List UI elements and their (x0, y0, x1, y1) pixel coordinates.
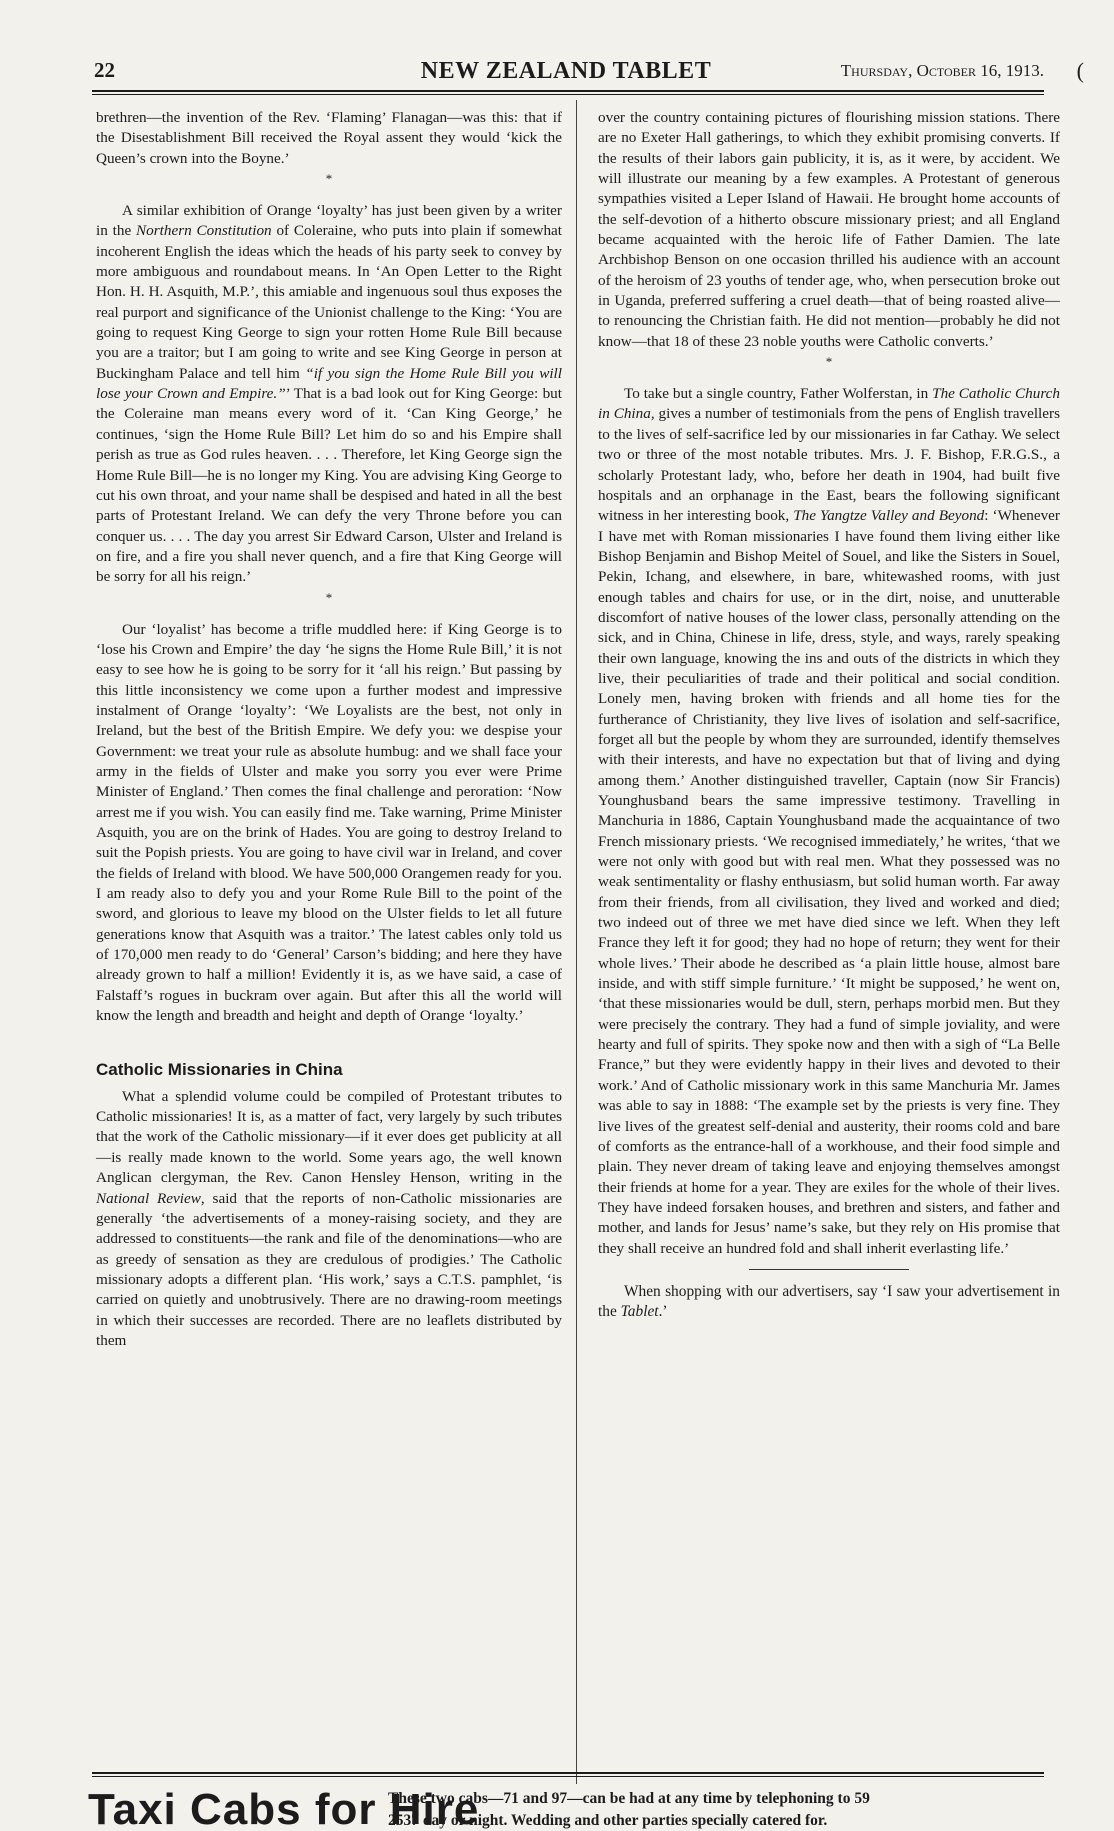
paragraph: brethren—the invention of the Rev. ‘Flaming’ Flanagan—was this: that if the Disestablishment Bill received the Royal assent they would ‘kick the Queen’s crown into the Boyne.’ (96, 109, 562, 167)
header-rule (92, 90, 1044, 92)
section-heading: Catholic Missionaries in China (96, 1060, 343, 1080)
ad-line-1: These two cabs—71 and 97—can be had at any time by telephoning to 59 (388, 1790, 870, 1807)
section-separator: * (325, 589, 333, 605)
page-header (88, 58, 1084, 84)
short-rule (749, 1269, 909, 1270)
ad-line-2: 2537 day or night. Wedding and other parties specially catered for. (388, 1812, 828, 1829)
ad-headline: Taxi Cabs for Hire (88, 1785, 480, 1831)
paragraph: What a splendid volume could be compiled of Protestant tributes to Catholic missionaries! It is, as a matter of fact, very largely by such tributes that the work of the Catholic missionary—if it ever does get publicity at all—is really made known to the world. Some years ago, the well known Anglican clergyman, the Rev. Canon Hensley Henson, writing in the National Review, said that the reports of non-Catholic missionaries are generally ‘the advertisements of a money-raising society, and they are addressed to constituents—the rank and file of the denominations—who are as greedy of sensation as they are credulous of prodigies.’ The Catholic missionary adopts a different plan. ‘His work,’ says a C.T.S. pamphlet, ‘is carried on quietly and unobtrusively. There are no drawing-room meetings in which their successes are recorded. There are no leaflets distributed by them (96, 1087, 563, 1349)
section-separator: * (825, 354, 833, 370)
section-separator: * (325, 171, 333, 187)
paragraph: To take but a single country, Father Wolferstan, in The Catholic Church in China, gives a number of testimonials from the pens of English travellers to the lives of self-sacrifice led by our missionaries in far Cathay. We select two or three of the most notable tributes. Mrs. J. F. Bishop, F.R.G.S., a scholarly Protestant lady, who, before her death in 1904, had built five hospitals and an orphanage in the East, bears the following significant witness in her interesting book, The Yangtze Valley and Beyond: ‘Whenever I have met with Roman missionaries I have found them living either like Bishop Benjamin and Bishop Meitel of Souel, and like the Sisters in Souel, Pekin, Ichang, and elsewhere, in bare, whitewashed rooms, with just enough tables and chairs for use, or in the dirt, noise, and unutterable discomfort of native houses of the lower class, personally attending on the sick, and in China, Chinese in life, dress, style, and ways, rarely speaking their own language, knowing the ins and outs of the districts in which they live, their peculiarities of trade and their political and social condition. Lonely men, having broken with friends and all home ties for the furtherance of Christianity, they live lives of isolation and self-sacrifice, forget all but the people by whom they are surrounded, identify themselves with their interests, and have no expectation but that of living and dying among them.’ Another distinguished traveller, Captain (now Sir Francis) Younghusband bears the same impressive testimony. Travelling in Manchuria in 1886, Captain Younghusband made the acquaintance of two French missionary priests. ‘We recognised immediately,’ he writes, ‘that we were not only with good but with real men. What they possessed was no weak sentimentality or flashy enthusiasm, but solid human worth. Far away from their friends, from all civilisation, they lived and worked and died; two indeed out of three we met have died since we left. When they left France they left it for good; they had no hope of return; they went for their whole lives.’ Their abode he described as ‘a plain little house, almost bare inside, and with stiff simple furniture.’ ‘It might be supposed,’ he went on, ‘that these missionaries would be dull, stern, perhaps morbid men. But they were precisely the contrary. They had a fund of simple joviality, and were hearty and full of spirits. They spoke now and then with a sigh of “La Belle France,” but they were evidently happy in their lives and devoted to their work.’ And of Catholic missionary work in this same Manchuria Mr. James was able to say in 1888: ‘The example set by the priests is very fine. They live lives of the greatest self-denial and austerity, their rooms cold and bare of comforts as the entrance-hall of a workhouse, and their food simple and plain. They never dream of taking leave and enjoying themselves amongst their friends at home for a year. They are exiles for the whole of their lives. They have indeed forsaken houses, and brethren and sisters, and father and mother, and lands for Jesus’ name’s sake, but they rely on His promise that they shall receive an hundred fold and shall inherit everlasting life.’ (598, 385, 1060, 1257)
paragraph: over the country containing pictures of flourishing mission stations. There are no Exeter Hall gatherings, to which they exhibit promising converts. If the results of their labors gain publicity, it is, as it were, by accident. We will illustrate our meaning by a few examples. A Protestant of generous sympathies visited a Leper Island of Hawaii. He brought home accounts of the self-devotion of a hitherto obscure missionary priest; and all England became acquainted with the heroic life of Father Damien. The late Archbishop Benson on one occasion thrilled his audience with an account of the heroism of 23 youths of tender age, who, when persecution broke out in Uganda, preferred suffering a cruel death—that of being roasted alive—to renouncing the Christian faith. He did not mention—probably he did not know—that 18 of these 23 noble youths were Catholic converts.’ (598, 109, 1060, 350)
column-divider (576, 100, 577, 1784)
page-number: 22 (94, 58, 115, 82)
header-rule-thin (92, 94, 1044, 95)
advertiser-tagline: When shopping with our advertisers, say ‘I saw your advertisement in the Tablet.’ (598, 1282, 1060, 1321)
paragraph: A similar exhibition of Orange ‘loyalty’ has just been given by a writer in the Northern Constitution of Coleraine, who puts into plain if somewhat incoherent English the ideas which the heads of his party seek to convey by more ambiguous and roundabout means. In ‘An Open Letter to the Right Hon. H. H. Asquith, M.P.’, this amiable and ingenuous soul thus exposes the real purport and significance of the Unionist challenge to the King: ‘You are going to request King George to sign your rotten Home Rule Bill because you are a traitor; but I am going to write and see King George in person at Buckingham Palace and tell him “if you sign the Home Rule Bill you will lose your Crown and Empire.”’ That is a bad look out for King George: but the Coleraine man means every word of it. ‘Can King George,’ he continues, ‘sign the Home Rule Bill? Let him do so and his Empire shall perish as true as God rules heaven. . . . Therefore, let King George sign the Home Rule Bill—he is no longer my King. You are advising King George to cut his own throat, and your name shall be despised and hated in all the best parts of Protestant Ireland. We can defy the very Throne before you can conquer us. . . . The day you arrest Sir Edward Carson, Ulster and Ireland is on fire, and a fire you shall never quench, and a fire that King George will be sorry for all his reign.’ (96, 202, 562, 586)
paragraph: Our ‘loyalist’ has become a trifle muddled here: if King George is to ‘lose his Crown and Empire’ the day ‘he signs the Home Rule Bill,’ it is not easy to see how he is going to be sorry for it ‘all his reign.’ But passing by this little inconsistency we come upon a further modest and impressive instalment of Orange ‘loyalty’: ‘We Loyalists are the best, not only in Ireland, but the best of the British Empire. We defy you: we despise your Government: we treat your rule as absolute humbug: and we shall face your army in the fields of Ulster and make you sorry you ever were Prime Minister of England.’ Then comes the final challenge and peroration: ‘Now arrest me if you wish. You can easily find me. Take warning, Prime Minister Asquith, you are on the brink of Hades. You are going to destroy Ireland to suit the Popish priests. You are going to have civil war in Ireland, and cover the fields of Ireland with blood. We have 500,000 Orangemen ready for you. I am ready also to defy you and your Rome Rule Bill to the point of the sword, and glorious to leave my blood on the Ulster fields to let all future generations know that Asquith was a traitor.’ The latest cables only told us of 170,000 men ready to do ‘General’ Carson’s bidding; and here they have already grown to half a million! Evidently it is, as we have said, a case of Falstaff’s rogues in buckram over again. But after this all the world will know the length and breadth and height and depth of Orange ‘loyalty.’ (96, 620, 562, 1025)
footer-rule-thin (92, 1776, 1044, 1777)
taxi-advertisement (88, 1782, 1044, 1831)
left-column (96, 108, 562, 1351)
right-column (598, 108, 1060, 1323)
masthead: NEW ZEALAND TABLET (420, 58, 712, 84)
footer-rule (92, 1772, 1044, 1774)
margin-mark: ( (1076, 58, 1084, 83)
issue-date: Thursday, October 16, 1913. (840, 61, 1044, 80)
